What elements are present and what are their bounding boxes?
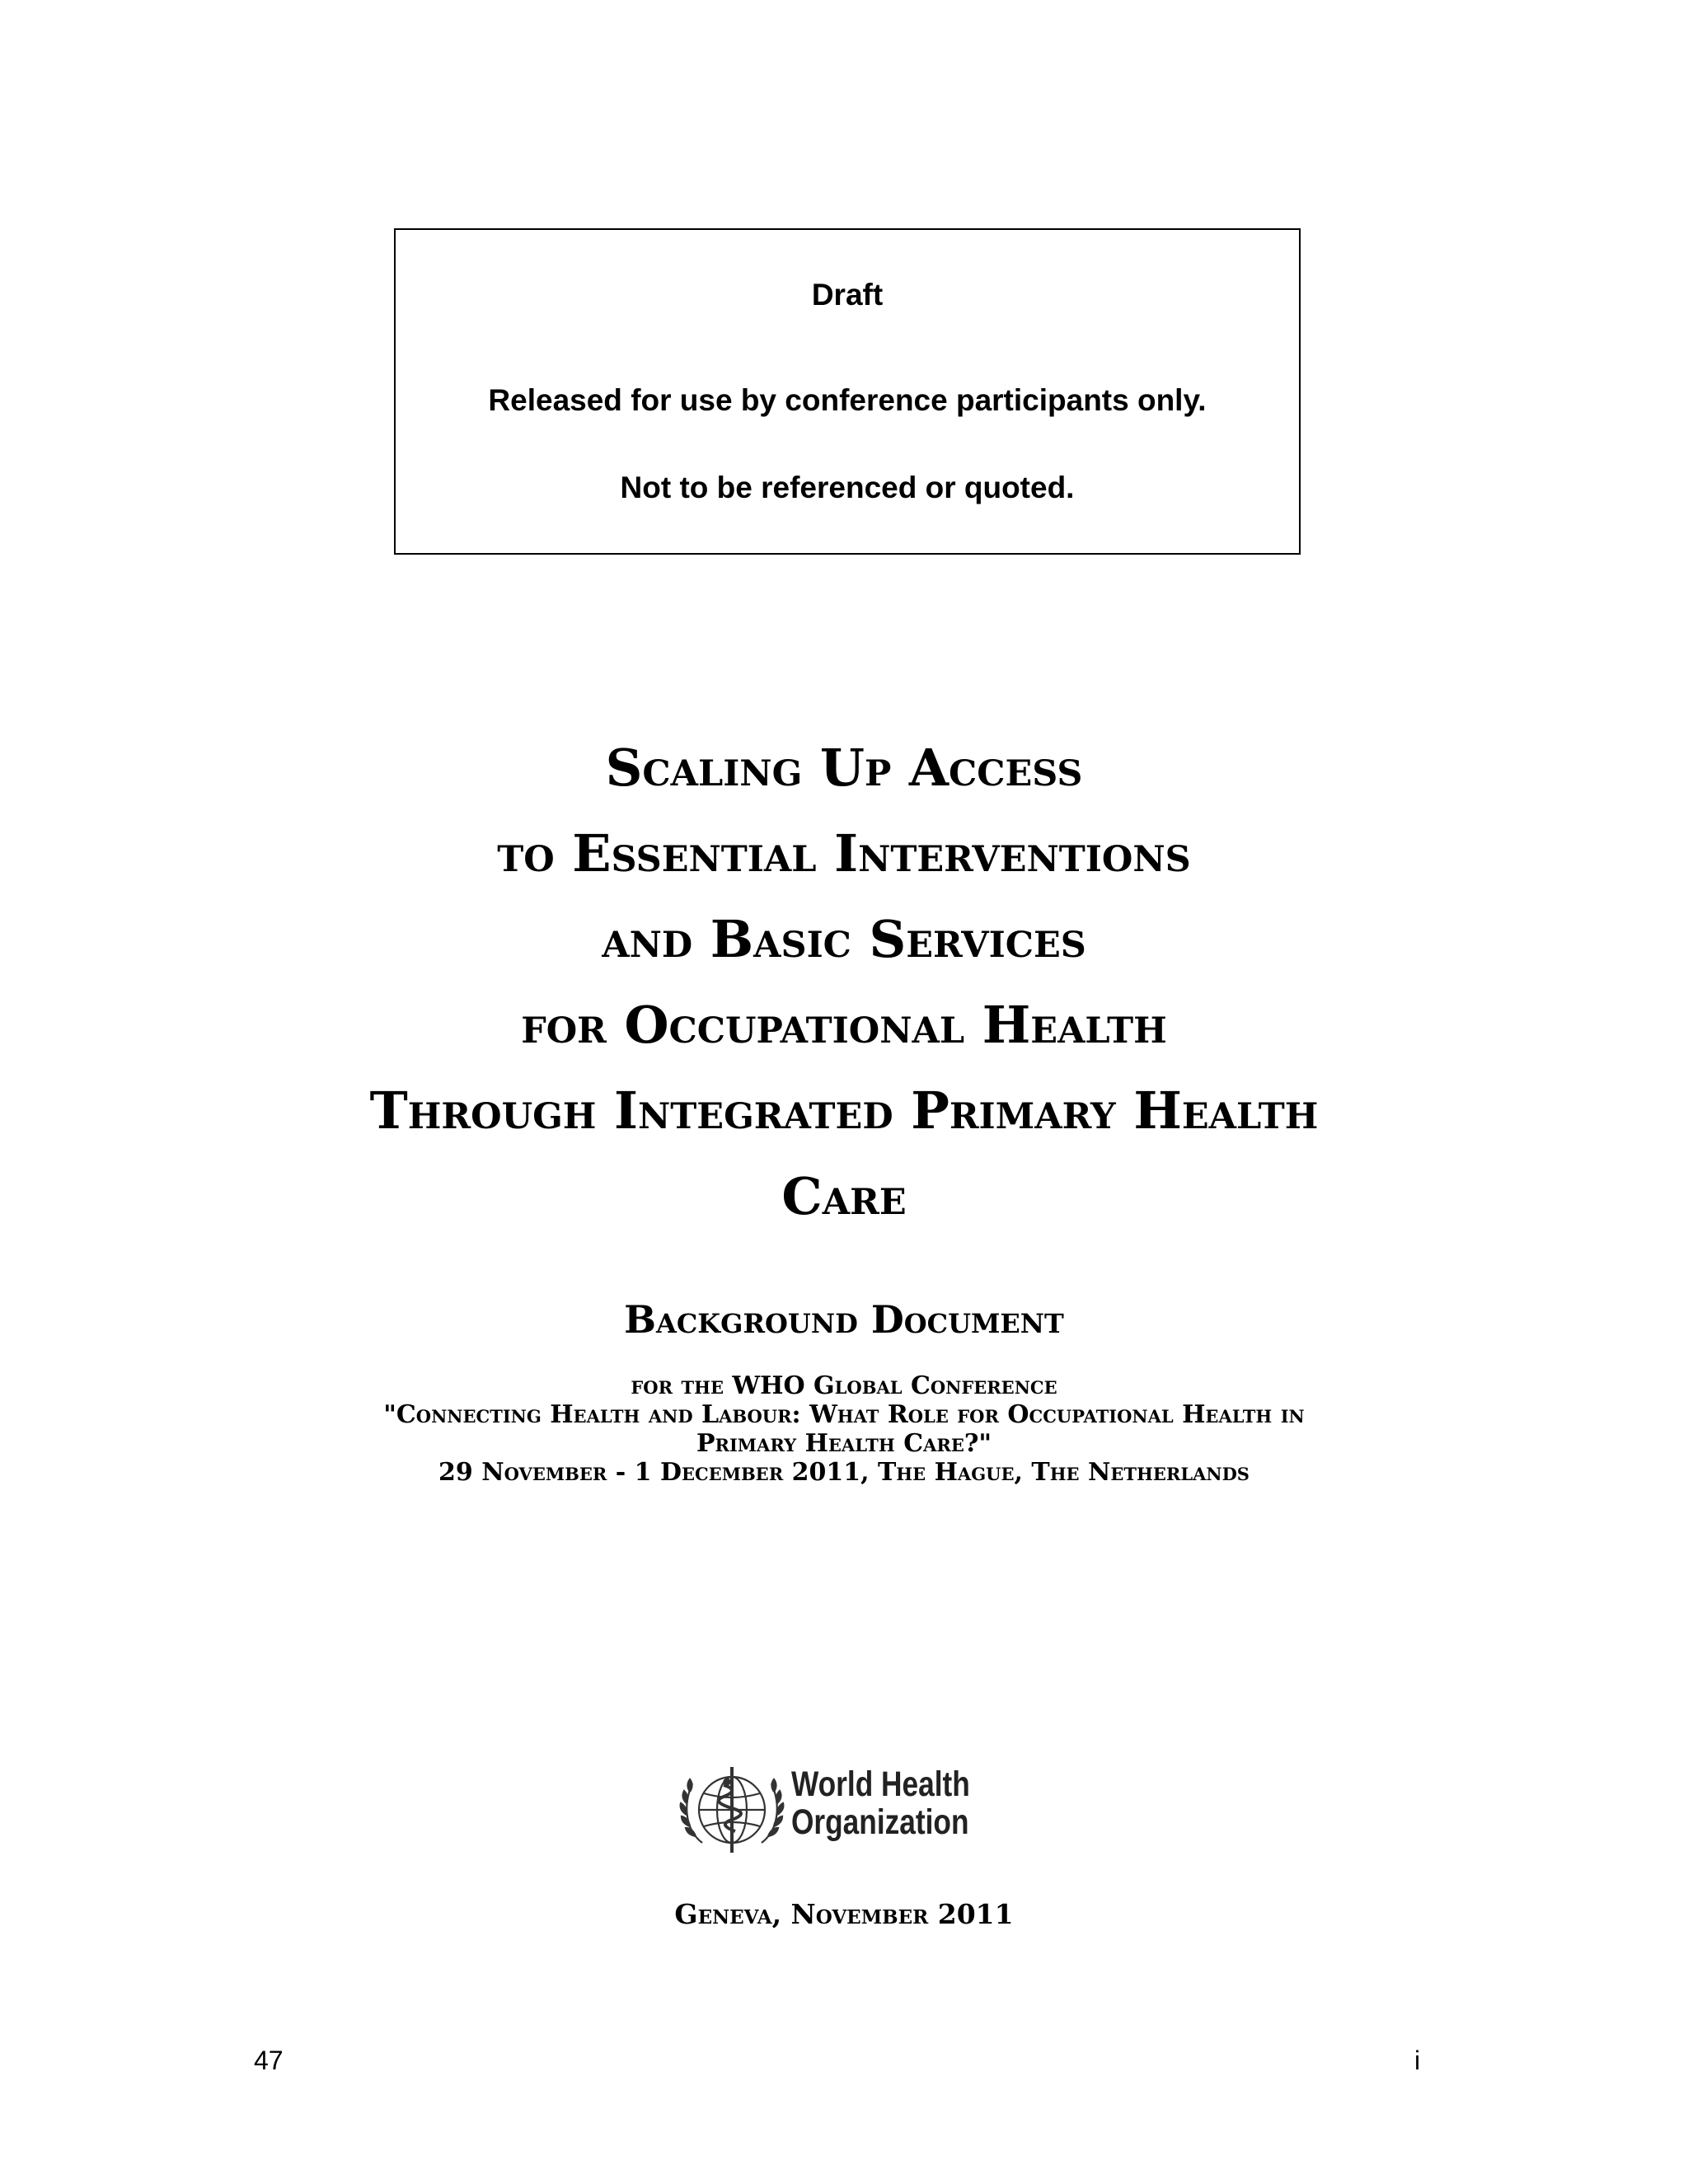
conference-line: Primary Health Care?" (696, 1429, 992, 1458)
draft-label: Draft (811, 278, 884, 312)
conference-line: "Connecting Health and Labour: What Role for Occupational Health in (383, 1400, 1305, 1429)
who-emblem-icon (678, 1760, 786, 1859)
conference-line: for the WHO Global Conference (631, 1371, 1057, 1400)
title-line: Scaling Up Access (605, 738, 1083, 798)
quote-restriction-notice: Not to be referenced or quoted. (620, 471, 1075, 504)
who-logo-line2: Organization (791, 1802, 969, 1842)
place-date: Geneva, November 2011 (674, 1898, 1014, 1930)
conference-line: 29 November - 1 December 2011, The Hague, The Netherlands (438, 1458, 1250, 1487)
release-notice: Released for use by conference participants only. (488, 383, 1207, 417)
document-subtitle: Background Document (624, 1297, 1064, 1342)
page-number-right: i (1414, 2046, 1421, 2075)
title-line: for Occupational Health (521, 995, 1167, 1055)
title-line: Through Integrated Primary Health (369, 1080, 1319, 1141)
page-number-left: 47 (254, 2046, 284, 2075)
draft-notice-box (394, 228, 1301, 555)
title-line: to Essential Interventions (497, 823, 1191, 883)
who-logo-text (791, 1765, 970, 1841)
title-line: and Basic Services (602, 909, 1086, 969)
document-title (0, 725, 1688, 1240)
title-line: Care (781, 1166, 907, 1226)
conference-info (0, 1371, 1688, 1487)
who-logo-line1: World Health (791, 1765, 970, 1804)
who-logo (678, 1760, 1007, 1859)
